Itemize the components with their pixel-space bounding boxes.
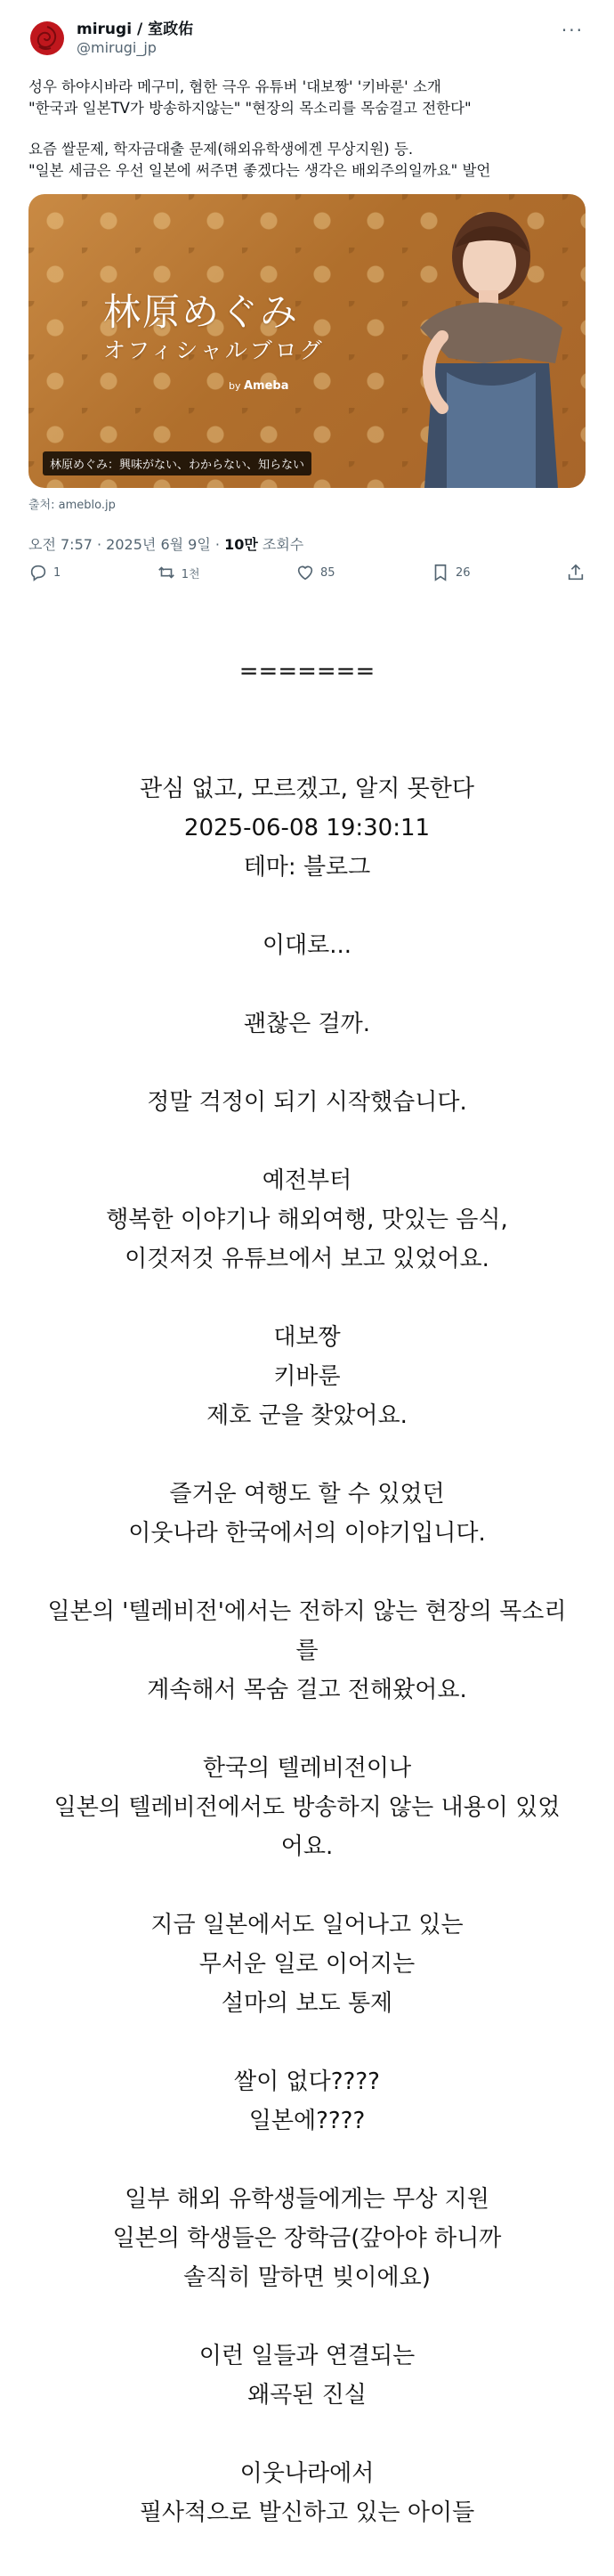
post-line: 를 bbox=[295, 1637, 319, 1664]
blank-line bbox=[0, 1122, 614, 1161]
tweet-text-line: "한국과 일본TV가 방송하지않는" "현장의 목소리를 목숨걸고 전한다" bbox=[28, 100, 472, 117]
tweet-text-line: 성우 하야시바라 메구미, 혐한 극우 유튜버 '대보짱' '키바룬' 소개 bbox=[28, 78, 441, 95]
tweet-timestamp[interactable]: 오전 7:57 · 2025년 6월 9일 · bbox=[28, 536, 225, 553]
post-line: 일본의 학생들은 장학금(갚아야 하니까 bbox=[112, 2225, 502, 2252]
post-line: 키바룬 bbox=[273, 1363, 341, 1390]
post-line: 왜곡된 진실 bbox=[247, 2382, 367, 2409]
post-line: 일부 해외 유학생들에게는 무상 지원 bbox=[125, 2186, 489, 2213]
post-line: 이웃나라에서 bbox=[239, 2460, 375, 2487]
post-line: 정말 걱정이 되기 시작했습니다. bbox=[147, 1089, 467, 1116]
view-count-suffix: 조회수 bbox=[257, 536, 304, 553]
post-line: 2025-06-08 19:30:11 bbox=[183, 815, 431, 841]
blank-line bbox=[0, 1435, 614, 1475]
blank-line bbox=[0, 1553, 614, 1592]
retweet-button[interactable] bbox=[157, 563, 200, 582]
bookmark-count: 26 bbox=[455, 565, 471, 580]
post-line: 이것저것 유튜브에서 보고 있었어요. bbox=[125, 1246, 489, 1272]
post-line: 괜찮은 걸까. bbox=[243, 1011, 371, 1037]
view-count: 10만 bbox=[224, 536, 258, 553]
blog-title: 林原めぐみ bbox=[103, 290, 300, 334]
tweet-text-line: 요즘 쌀문제, 학자금대출 문제(해외유학생에겐 무상지원) 등. bbox=[28, 141, 414, 158]
blog-translation bbox=[0, 614, 614, 2532]
tweet-text-line: "일본 세금은 우선 일본에 써주면 좋겠다는 생각은 배외주의일까요" 발언 bbox=[28, 162, 491, 179]
rose-icon bbox=[28, 20, 66, 57]
share-button[interactable] bbox=[566, 563, 586, 582]
link-source[interactable]: 출처: ameblo.jp bbox=[28, 499, 116, 512]
post-line: 이런 일들과 연결되는 bbox=[198, 2343, 416, 2369]
tweet-actions bbox=[28, 563, 586, 582]
tweet-text-gap bbox=[28, 119, 586, 139]
portrait-illustration bbox=[384, 194, 586, 488]
post-line: 대보짱 bbox=[273, 1324, 341, 1351]
reply-count: 1 bbox=[53, 565, 61, 580]
tweet-card bbox=[0, 0, 614, 614]
reply-button[interactable] bbox=[28, 563, 61, 582]
blank-line bbox=[0, 2023, 614, 2062]
blank-line bbox=[0, 1710, 614, 1749]
bookmark-button[interactable] bbox=[431, 563, 471, 582]
post-line: 쌀이 없다???? bbox=[234, 2068, 380, 2095]
post-line: 이대로... bbox=[262, 932, 352, 959]
post-line: 어요. bbox=[280, 1833, 334, 1860]
tweet-text bbox=[28, 77, 586, 182]
post-line: 관심 없고, 모르겠고, 알지 못한다 bbox=[139, 776, 475, 802]
share-icon bbox=[566, 563, 586, 582]
post-line: 설마의 보도 통제 bbox=[221, 1990, 393, 2017]
post-line: 제호 군을 찾았어요. bbox=[206, 1402, 408, 1429]
blank-line bbox=[0, 887, 614, 926]
post-line: 이웃나라 한국에서의 이야기입니다. bbox=[128, 1520, 486, 1547]
post-line: 행복한 이야기나 해외여행, 맛있는 음식, bbox=[106, 1207, 508, 1233]
retweet-icon bbox=[157, 563, 176, 582]
blank-line bbox=[0, 1044, 614, 1083]
post-line: 일본의 텔레비전에서도 방송하지 않는 내용이 있었 bbox=[53, 1794, 561, 1821]
heart-icon bbox=[295, 563, 315, 582]
tweet-meta bbox=[28, 533, 586, 554]
blank-line bbox=[0, 1866, 614, 1906]
display-name[interactable]: mirugi / 室政佑 bbox=[77, 20, 194, 38]
user-handle[interactable]: @mirugi_jp bbox=[77, 39, 157, 56]
post-line: 한국의 텔레비전이나 bbox=[202, 1755, 412, 1782]
like-count: 85 bbox=[320, 565, 335, 580]
post-line: 즐거운 여행도 할 수 있었던 bbox=[169, 1481, 445, 1507]
post-line: 일본에???? bbox=[248, 2108, 366, 2134]
separator: ======= bbox=[238, 658, 376, 685]
blog-subtitle: オフィシャルブログ bbox=[103, 337, 325, 363]
more-options-icon[interactable]: ··· bbox=[561, 20, 584, 41]
blank-line bbox=[0, 2141, 614, 2180]
link-card-image[interactable] bbox=[28, 194, 586, 488]
post-line: 지금 일본에서도 일어나고 있는 bbox=[150, 1912, 464, 1938]
reply-icon bbox=[28, 563, 48, 582]
post-line: 일본의 '텔레비전'에서는 전하지 않는 현장의 목소리 bbox=[47, 1598, 567, 1625]
post-line: 테마: 블로그 bbox=[243, 854, 371, 881]
post-line: 예전부터 bbox=[262, 1167, 352, 1194]
tweet-header bbox=[28, 18, 586, 59]
blog-by-line bbox=[229, 379, 289, 393]
tweet-author[interactable] bbox=[77, 20, 193, 57]
bookmark-icon bbox=[431, 563, 450, 582]
blog-by-prefix: by bbox=[229, 380, 241, 392]
post-line: 무서운 일로 이어지는 bbox=[198, 1951, 416, 1978]
post-line: 솔직히 말하면 빚이에요) bbox=[183, 2264, 431, 2291]
retweet-count: 1천 bbox=[181, 567, 200, 581]
blank-line bbox=[0, 730, 614, 769]
blank-line bbox=[0, 2297, 614, 2336]
blank-line bbox=[0, 691, 614, 730]
blank-line bbox=[0, 2415, 614, 2454]
post-line: 필사적으로 발신하고 있는 아이들 bbox=[139, 2499, 475, 2526]
post-line: 계속해서 목숨 걸고 전해왔어요. bbox=[147, 1677, 467, 1703]
blank-line bbox=[0, 1279, 614, 1318]
like-button[interactable] bbox=[295, 563, 335, 582]
blank-line bbox=[0, 965, 614, 1004]
post-paragraphs bbox=[0, 769, 614, 2532]
ameba-logo: Ameba bbox=[244, 379, 289, 393]
image-caption: 林原めぐみ：興味がない、わからない、知らない bbox=[43, 451, 311, 475]
avatar[interactable] bbox=[28, 20, 66, 57]
